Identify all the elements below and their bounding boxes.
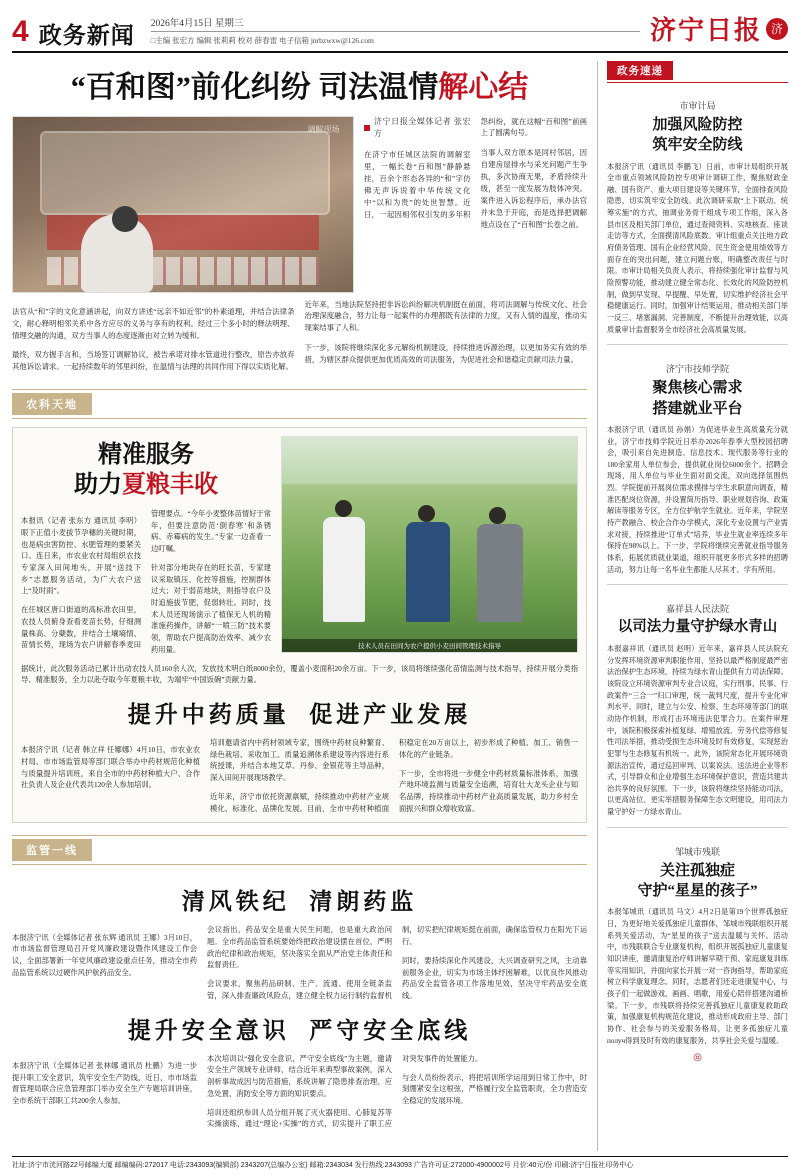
- farm-box: [12, 427, 587, 824]
- right-item-1-title-line1: 聚焦核心需求: [652, 380, 743, 397]
- farm-para-2: 针对部分地块存在的旺长苗，专家建议采取镇压、化控等措施，控制群体过大；对于弱苗地块，则指导农户及时追施拔节肥，促弱转壮。同时，技术人员还现场演示了植保无人机的精准施药操作，讲解“一喷三防”技术要领，帮助农户提高防治效率、减少农药用量。: [151, 562, 271, 654]
- right-item-3: [607, 836, 788, 1047]
- farm-b1: 本报济宁讯（记者 韩立祥 任娜娜）4月10日，市农业农村局、市市场监管局等部门联合举办中药材规范化种植与质量提升培训班，来自全市的中药材种植大户、合作社负责人及企业代表共120余人参加培训。: [21, 745, 200, 790]
- reg-p4: 同时，要持续深化作风建设，大兴调查研究之风，主动靠前服务企业，切实为市场主体纾困解难，以优良作风推动药品安全监管各项工作落地见效，坚决守牢药品安全底线。: [402, 956, 587, 1001]
- farm-body-columns: [21, 737, 578, 814]
- photo-head-shape: [112, 206, 138, 232]
- farm-banner-wrap: [12, 389, 587, 419]
- right-column: [597, 61, 788, 1151]
- lead-headline: [12, 71, 587, 106]
- farm-banner: 农科天地: [12, 393, 92, 415]
- farm-photo-head-1: [335, 500, 352, 517]
- farm-headline: [21, 440, 271, 500]
- right-item-1-title-line2: 搭建就业平台: [652, 400, 743, 417]
- farm-photo-person-2: [406, 522, 450, 622]
- safety-headline: [12, 1012, 587, 1045]
- right-item-3-title-line1: 关注孤独症: [659, 862, 735, 879]
- safety-p4: 与会人员纷纷表示，将把培训所学运用到日常工作中，时刻绷紧安全这根弦，严格履行安全监管职责，全力营造安全稳定的发展环境。: [402, 1072, 587, 1106]
- right-divider-1: [607, 344, 788, 345]
- right-item-3-title-line2: 守护“星星的孩子”: [637, 883, 758, 900]
- farm-subhead-2-b: 促进产业发展: [309, 702, 472, 728]
- right-item-0-title: [607, 115, 788, 156]
- safety-headline-a: 提升安全意识: [127, 1017, 290, 1043]
- reg-p1: 本报济宁讯（全媒体记者 张东辉 通讯员 王娜）3月10日，市市场监督管理局召开党风廉政建设暨作风建设工作会议，全面部署新一年党风廉政建设重点任务，推动全市药品监管系统以过硬作风护航药品安全。: [12, 932, 197, 977]
- farm-b3: 近年来，济宁市依托资源禀赋，持续推动中药材产业规模化、标准化、品牌化发展。目前，全市中药材种植面积稳定在20万亩以上，初步形成了种植、加工、销售一体化的产业链条。: [210, 738, 578, 813]
- farm-photo-person-3: [477, 524, 523, 622]
- byline-marker-icon: [364, 125, 370, 131]
- section-title: 政务新闻: [38, 23, 135, 48]
- lead-photo-wrap: [12, 116, 354, 293]
- farm-intro-columns: [21, 508, 271, 657]
- lead-paragraph-5: 近年来，当地法院坚持把非诉讼纠纷解决机制挺在前面，将司法调解与传统文化、社会治理深度融合，努力让每一起案件的办理都既有法律的力度，又有人情的温度，推动实现案结事了人和。: [304, 299, 587, 333]
- right-item-1: [607, 353, 788, 576]
- farm-photo: [281, 436, 578, 653]
- lead-paragraph-2: 当事人双方原本是同村邻居，因自建房屋排水与采光问题产生争执，多次协商无果，矛盾持续升级，甚至一度发展为肢体冲突。案件进入诉讼程序后，承办法官并未急于开庭，而是选择把调解地点设在了“百和图”长卷之前。: [480, 147, 587, 229]
- lead-headline-part2: 前化纠纷 司法温情: [190, 71, 439, 104]
- footer-text: 社址:济宁市洸河路22号邮编大厦 邮编编码:272017 电话:2343093(编辑部) 2343207(总编办公室) 邮箱:2343034 发行热线:2343093 广告许可证:272000-4900002号 月价:40元/份 印刷:济宁日报社印务中心: [12, 1162, 634, 1169]
- lead-headline-part3: 解心结: [438, 71, 529, 104]
- safety-headline-b: 严守安全底线: [309, 1017, 472, 1043]
- farm-b4: 下一步，全市将进一步健全中药材质量标准体系，加强产地环境监测与质量安全追溯，培育壮大龙头企业与知名品牌，持续推动中药材产业高质量发展，助力乡村全面振兴和群众增收致富。: [399, 768, 578, 813]
- regulation-banner-wrap: [12, 835, 587, 865]
- lead-text-below: [12, 299, 587, 377]
- right-item-0-body: 本报济宁讯（通讯员 李鹏飞）日前，市审计局组织开展全市重点领域风险防控专项审计调研工作，聚焦财政金融、国有资产、重大项目建设等关键环节，全面排查风险隐患，切实筑牢安全防线。此次调研采取“上下联动、统筹实施”的方式，抽调业务骨干组成专项工作组，深入各县市区及相关部门单位，通过查阅资料、实地核查、座谈走访等方式，全面摸清风险底数。审计组重点关注地方政府债务管理、国有企业经营风险、民生资金使用绩效等方面存在的突出问题，建立问题台账，明确整改责任与时限。市审计局相关负责人表示，将持续强化审计监督与风险预警功能，推动建立健全常态化、长效化的风险防控机制，做到早发现、早提醒、早处置，切实维护经济社会平稳健康运行。同时，加强审计结果运用，推动相关部门举一反三、堵塞漏洞、完善制度，不断提升治理效能，以高质量审计监督服务全市经济社会高质量发展。: [607, 162, 788, 334]
- farm-subhead-2: [21, 696, 578, 729]
- farm-photo-head-2: [418, 505, 435, 522]
- right-banner: 政务速递: [607, 61, 673, 80]
- right-item-1-org: 济宁市技师学院: [665, 364, 729, 375]
- right-item-3-body: 本报邹城讯（通讯员 马文）4月2日是第19个世界孤独症日，为更好地关爱孤独症儿童群体，邹城市残联组织开展系列关爱活动，为“星星的孩子”送去温暖与关怀。活动中，市残联联合专业康复机构，组织开展孤独症儿童康复知识讲座，邀请康复治疗师讲解早期干预、家庭康复训练等实用知识，并面向家长开展一对一咨询指导，帮助家庭树立科学康复理念。同时，志愿者们还走进康复中心，与孩子们一起做游戏、画画、唱歌，用爱心陪伴搭建沟通桥梁。下一步，市残联将持续完善孤独症儿童康复救助政策，加强康复机构规范化建设，推动形成政府主导、部门协作、社会参与的关爱服务格局，让更多孤独症儿童получ得到及时有效的康复服务，共享社会关爱与温暖。: [607, 908, 788, 1045]
- right-item-0-title-line2: 筑牢安全防线: [652, 137, 743, 154]
- farm-headline-line2: [21, 470, 271, 500]
- lead-paragraph-6: 下一步，该院将继续深化多元解纷机制建设，持续推进诉源治理，以更加务实有效的举措，为辖区群众提供更加优质高效的司法服务，为促进社会和谐稳定贡献司法力量。: [304, 342, 587, 364]
- safety-p2: 本次培训以“强化安全意识、严守安全底线”为主题，邀请安全生产领域专业讲师，结合近年来典型事故案例，深入剖析事故成因与防范措施，系统讲解了隐患排查治理、应急处置、消防安全等方面的知识要点。: [207, 1053, 392, 1098]
- photo-wall-shape: [40, 131, 330, 216]
- page-content: [12, 61, 788, 1151]
- paper-name: 济宁日报: [649, 16, 762, 45]
- farm-flex: [21, 436, 578, 657]
- masthead-date: 2026年4月15日 星期三: [151, 15, 640, 32]
- farm-photo-head-3: [489, 507, 506, 524]
- lead-text-right: [364, 116, 587, 293]
- farm-headline-line1: 精准服务: [98, 441, 194, 468]
- right-item-2-title-line1: 以司法力量守护绿水青山: [617, 619, 778, 636]
- regulation-headline: [12, 883, 587, 916]
- regulation-headline-b: 清朗药监: [309, 889, 418, 915]
- lead-paragraph-1: 在济宁市任城区法院的调解室里，一幅长卷“百和图”静静悬挂，百余个形态各异的“和”字仿佛无声诉说着中华传统文化中“以和为贵”的处世智慧。近日，一起因相邻权引发的多年积怨纠纷，就在这幅“百和图”前画上了圆满句号。: [364, 116, 587, 219]
- safety-p3: 培训还组织参训人员分组开展了灭火器使用、心肺复苏等实操演练，通过“理论+实操”的方式，切实提升了职工应对突发事件的处置能力。: [207, 1053, 483, 1129]
- right-item-2-title: [607, 618, 788, 638]
- farm-b2: 培训邀请省内中药材领域专家，围绕中药材良种繁育、绿色栽培、采收加工、质量追溯体系建设等内容进行系统授课，并结合本地艾草、丹参、金银花等主导品种，深入田间开展现场教学。: [210, 738, 389, 783]
- safety-body: [12, 1053, 587, 1130]
- lead-byline: [364, 116, 471, 142]
- right-end-marker-icon: ◎: [693, 1052, 702, 1064]
- reg-p3: 会议要求，聚焦药品研制、生产、流通、使用全链条监管，深入排查廉政风险点，建立健全权力运行制约监督机制，切实把纪律规矩挺在前面，确保监管权力在阳光下运行。: [207, 925, 587, 1001]
- page-footer: [12, 1156, 788, 1170]
- masthead-brand: [650, 10, 788, 47]
- right-divider-2: [607, 584, 788, 585]
- farm-intro: 本报讯（记者 张东方 通讯员 李明）眼下正值小麦拔节孕穗的关键时期，也是病虫害防控、水肥管理的要紧关口。连日来，市农业农村局组织农技专家深入田间地头，开展“送技下乡”志愿服务活动，为广大农户送上“及时雨”。: [21, 516, 141, 596]
- regulation-banner: 监管一线: [12, 839, 92, 861]
- right-item-2-body: 本报嘉祥讯（通讯员 赵明）近年来，嘉祥县人民法院充分发挥环境资源审判职能作用，坚持以最严格制度最严密法治保护生态环境，持续为绿水青山提供有力司法保障。该院设立环境资源审判专业合议庭，实行刑事、民事、行政案件“三合一”归口审理，统一裁判尺度，提升专业化审判水平。同时，建立与公安、检察、生态环境等部门的联动协作机制，形成打击环境违法犯罪合力。在案件审理中，该院积极探索补植复绿、增殖放流、劳务代偿等修复性司法举措，推动受损生态环境及时有效修复，实现惩治犯罪与生态修复有机统一。此外，该院常态化开展环境资源法治宣传，通过巡回审判、以案说法、送法进企业等形式，引导群众和企业增强生态环境保护意识，营造共建共治共享的良好氛围。下一步，该院将继续坚持能动司法，以更高站位、更实举措服务保障生态文明建设，用司法力量守护好一方绿水青山。: [607, 644, 788, 817]
- right-banner-wrap: [607, 61, 788, 83]
- right-item-0-org: 市审计局: [679, 101, 716, 111]
- masthead: [12, 10, 788, 53]
- right-divider-3: [607, 827, 788, 828]
- right-item-1-body: 本报济宁讯（通讯员 孙娟）为促进毕业生高质量充分就业，济宁市技师学院近日举办2026年春季大型校园招聘会，吸引来自先进制造、信息技术、现代服务等行业的180余家用人单位参会，提供就业岗位6000余个。招聘会现场，用人单位与毕业生面对面交流，双向选择氛围热烈。学院提前开展岗位需求摸排与学生求职意向调查，精准匹配岗位资源，并设置简历指导、职业规划咨询、政策解读等服务专区，全方位护航学生就业。近年来，学院坚持产教融合、校企合作办学模式，深化专业设置与产业需求对接，持续推进“订单式”培养，毕业生就业率连续多年保持在98%以上。下一步，学院将继续完善就业指导服务体系，拓展优质就业渠道，组织开展更多形式多样的招聘活动，努力让每一名毕业生都能人尽其才、学有所用。: [607, 425, 788, 574]
- farm-photo-caption: 技术人员在田间为农户提供小麦田间管理技术指导: [282, 639, 577, 652]
- lead-byline-text: 济宁日报全媒体记者 张宏方: [373, 116, 471, 139]
- paper-logo-icon: 济: [766, 18, 788, 40]
- farm-para-3: 据统计，此次服务活动已累计出动农技人员160余人次，发放技术明白纸8000余份，覆盖小麦面积20余万亩。下一步，该局将继续强化苗情监测与技术指导，持续开展分类指导、精准服务，全力以赴夺取今年夏粮丰收，为端牢“中国饭碗”贡献力量。: [21, 663, 578, 685]
- masthead-meta: [151, 15, 640, 47]
- right-item-3-org: 邹城市残联: [674, 846, 720, 857]
- lead-headline-part1: “百和图”: [70, 71, 191, 104]
- regulation-headline-a: 清风铁纪: [181, 889, 290, 915]
- regulation-body: [12, 924, 587, 1001]
- farm-photo-sky-shape: [282, 437, 577, 484]
- farm-headline-line2-red: 夏粮丰收: [122, 471, 218, 498]
- left-column: [12, 61, 587, 1151]
- masthead-credits: □主编 张宏方 编辑 张莉莉 校对 薛春雷 电子信箱 jnrbzwxw@126.com: [150, 36, 374, 45]
- lead-block: [12, 116, 587, 293]
- lead-photo: [12, 116, 354, 293]
- farm-headline-line2-black: 助力: [74, 471, 122, 498]
- right-item-1-title: [607, 378, 788, 419]
- right-item-0-title-line1: 加强风险防控: [652, 117, 743, 133]
- farm-para-1: 在任城区唐口街道的高标准农田里，农技人员俯身查看麦苗长势，仔细测量株高、分蘖数，并结合土壤墒情、苗情长势，现场为农户讲解春季麦田管理要点。“今年小麦整体苗情好于常年，但要注意防范‘倒春寒’和条锈病、赤霉病的发生。”专家一边查看一边叮嘱。: [21, 508, 271, 650]
- farm-left: [21, 436, 271, 657]
- farm-photo-person-1: [323, 517, 365, 622]
- right-item-3-title: [607, 861, 788, 902]
- farm-subhead-2-a: 提升中药质量: [127, 702, 290, 728]
- right-item-0: [607, 90, 788, 336]
- lead-paragraph-3: 法官从“和”字的文化意涵讲起，向双方讲述“远亲不如近邻”的朴素道理，并结合法律条文，耐心释明相邻关系中各方应尽的义务与享有的权利。经过三个多小时的释法明理、情理交融的沟通，双方当事人的态度逐渐由对立转为缓和。: [12, 306, 295, 340]
- page-number: 4: [12, 15, 29, 48]
- reg-p2: 会议指出，药品安全是重大民生问题，也是重大政治问题。全市药品监管系统要始终把政治建设摆在首位，严明政治纪律和政治规矩，坚决落实全面从严治党主体责任和监督责任。: [207, 925, 392, 970]
- safety-p1: 本报济宁讯（全媒体记者 张林娜 通讯员 杜鹏）为进一步提升职工安全意识，筑牢安全生产防线，近日，市市场监督管理局联合应急管理部门举办安全生产专题培训讲座，全市系统干部职工共200余人参加。: [12, 1061, 197, 1106]
- right-item-2-org: 嘉祥县人民法院: [665, 604, 729, 615]
- right-item-2: [607, 593, 788, 818]
- lead-paragraph-4: 最终，双方握手言和，当场签订调解协议，被告承诺对排水管道进行整改，原告亦放弃其他诉讼请求。一起持续数年的邻里纠纷，在温情与法理的共同作用下得以实质化解。: [12, 350, 295, 372]
- lead-photo-caption: 调解现场: [307, 124, 340, 134]
- farm-right: [281, 436, 578, 653]
